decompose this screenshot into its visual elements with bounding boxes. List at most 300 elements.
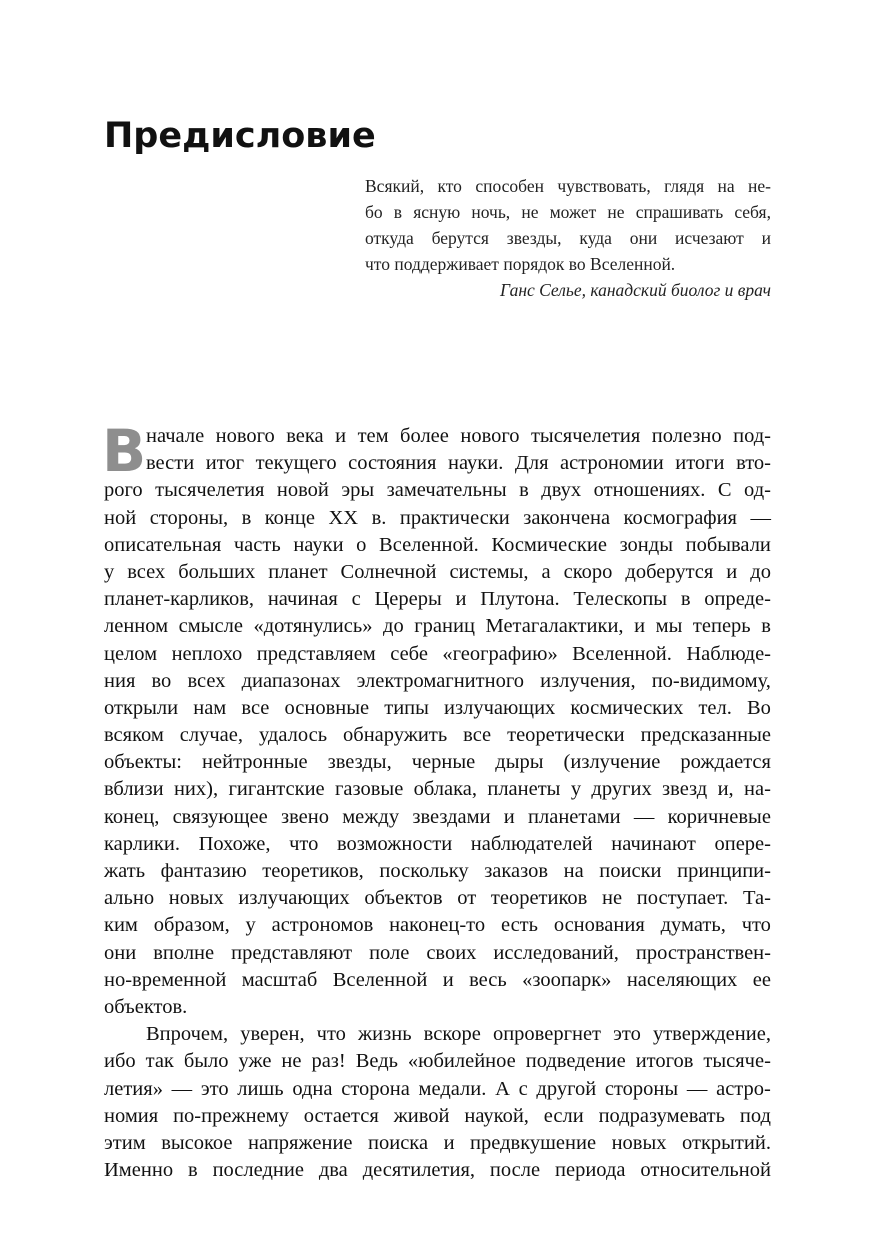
word: подразумевать: [598, 1104, 725, 1127]
word: газовые: [335, 778, 404, 801]
word: в: [241, 506, 252, 529]
word: планет-карликов,: [104, 588, 255, 611]
word: представляют: [231, 941, 353, 964]
word: и: [726, 560, 738, 583]
text-line: [104, 994, 771, 1021]
word: звезды,: [327, 751, 392, 774]
word: —: [750, 506, 771, 529]
word: себе: [390, 642, 428, 665]
word: конце: [264, 506, 315, 529]
word: —: [171, 1077, 193, 1100]
word: Ведь: [355, 1050, 398, 1073]
word: новых: [168, 887, 224, 910]
word: всех: [187, 669, 226, 692]
word: предвкушение: [470, 1131, 597, 1154]
word: карлики.: [104, 832, 180, 855]
word: принципи-: [677, 860, 771, 882]
word: науки.: [447, 452, 504, 475]
word: с: [518, 1077, 528, 1100]
word: космических: [570, 696, 684, 719]
word: начинают: [611, 832, 696, 855]
word: если: [543, 1104, 584, 1127]
word: всех: [127, 560, 166, 583]
word: мы: [655, 615, 683, 638]
word: это: [613, 1023, 641, 1046]
word: основания: [553, 914, 645, 937]
text-line: [104, 477, 771, 504]
word: XX: [328, 506, 359, 529]
word: напряжение: [248, 1131, 353, 1154]
word: нового: [215, 425, 275, 447]
text-line: [104, 668, 771, 695]
word: между: [342, 805, 400, 828]
word: тысяче-: [703, 1050, 771, 1073]
word: других: [591, 778, 652, 801]
text-line: [104, 722, 771, 749]
word: А: [495, 1077, 510, 1100]
word: обнаружить: [343, 724, 448, 747]
word: на: [717, 176, 735, 196]
word: электромагнитного: [356, 669, 524, 692]
word: не: [521, 202, 539, 222]
word: что: [741, 914, 771, 937]
word: системы,: [449, 560, 529, 583]
word: теоретиков,: [262, 860, 364, 882]
word: побывали: [685, 533, 771, 556]
word: сторона: [341, 1077, 410, 1100]
word: вскоре: [423, 1023, 481, 1046]
word: конец,: [104, 805, 160, 828]
word: более: [400, 425, 449, 447]
word: доберутся: [625, 560, 714, 583]
word: в: [680, 588, 691, 611]
word: по-видимому,: [651, 669, 771, 692]
word: на: [563, 860, 584, 882]
text-line: [104, 450, 771, 477]
drop-cap: В: [102, 417, 147, 485]
word: у: [570, 778, 582, 801]
word: фантазию: [160, 860, 247, 882]
text-line: [104, 858, 771, 885]
epigraph-line: [365, 199, 771, 225]
word: от: [457, 887, 477, 910]
text-line: [104, 1076, 771, 1103]
word: них),: [173, 778, 219, 801]
word: целом: [104, 642, 158, 665]
word: теоретиков: [490, 887, 588, 910]
word: своих: [426, 941, 477, 964]
word: «дотянулись»: [253, 615, 373, 638]
word: астрономии: [560, 452, 664, 475]
word: излучающих: [238, 887, 350, 910]
word: итоги: [675, 452, 725, 475]
word: опреде-: [704, 588, 771, 611]
word: часть: [233, 533, 281, 556]
word: не: [281, 1050, 302, 1073]
word: Именно: [104, 1159, 174, 1182]
word: скоро: [563, 560, 613, 583]
word: медали.: [418, 1077, 487, 1100]
word: звездами: [412, 805, 491, 828]
word: куда: [579, 228, 612, 248]
word: до: [750, 560, 771, 583]
word: смысле: [178, 615, 243, 638]
word: ния: [104, 669, 136, 692]
word: но-временной: [104, 968, 227, 991]
word: у: [245, 914, 256, 937]
word: что: [289, 832, 319, 855]
word: и: [455, 588, 467, 611]
word: представляем: [256, 642, 376, 665]
text-line: [104, 967, 771, 994]
text-line: [104, 586, 771, 613]
word: Космические: [491, 533, 607, 556]
word: это: [200, 1077, 229, 1100]
word: науки: [293, 533, 344, 556]
word: уже: [238, 1050, 272, 1073]
text-line: [104, 831, 771, 858]
word: стороны: [604, 1077, 679, 1100]
word: исчезают: [675, 228, 744, 248]
word: два: [318, 1159, 348, 1182]
word: у: [104, 560, 115, 583]
word: они: [629, 228, 658, 248]
word: на-: [744, 778, 771, 801]
word: объектов.: [104, 995, 188, 1018]
text-line: [104, 749, 771, 776]
text-line: [104, 1130, 771, 1157]
word: поскольку: [379, 860, 469, 882]
word: так: [145, 1050, 174, 1073]
word: другой: [536, 1077, 597, 1100]
word: уверен,: [240, 1023, 305, 1046]
word: не: [602, 887, 623, 910]
word: поиска: [368, 1131, 429, 1154]
word: утверждение,: [652, 1023, 771, 1046]
word: по-прежнему: [173, 1104, 289, 1127]
word: этим: [104, 1131, 146, 1154]
word: в: [519, 479, 529, 502]
text-line: [104, 559, 771, 586]
word: летия»: [104, 1077, 163, 1100]
word: Вселенной.: [379, 533, 479, 556]
word: состояния: [348, 452, 437, 475]
word: рого: [104, 479, 143, 502]
word: в.: [371, 506, 387, 529]
word: думать,: [660, 914, 726, 937]
word: астрономов: [271, 914, 374, 937]
word: раз!: [311, 1050, 346, 1073]
word: Та-: [742, 887, 771, 910]
word: «географию»: [442, 642, 558, 665]
word: бо: [365, 202, 383, 222]
word: весь: [469, 968, 507, 991]
word: основные: [284, 696, 370, 719]
word: тысячелетия: [155, 479, 265, 502]
word: Цереры: [374, 588, 442, 611]
word: в: [393, 202, 403, 222]
text-line: [104, 940, 771, 967]
word: образом,: [153, 914, 230, 937]
word: способен: [475, 176, 544, 196]
word: жать: [104, 860, 146, 882]
word: объекты:: [104, 751, 182, 774]
word: новой: [276, 479, 329, 502]
word: Телескопы: [573, 588, 668, 611]
word: нам: [193, 696, 227, 719]
word: «зоопарк»: [522, 968, 612, 991]
word: во: [151, 669, 172, 692]
text-line: [104, 613, 771, 640]
text-line: [104, 885, 771, 912]
word: новых: [611, 1131, 667, 1154]
word: Похоже,: [198, 832, 271, 855]
word: закончена: [523, 506, 611, 529]
word: типы: [384, 696, 429, 719]
word: в: [761, 615, 771, 638]
word: номия: [104, 1104, 159, 1127]
word: открыли: [104, 696, 179, 719]
epigraph-line: [365, 225, 771, 251]
word: все: [463, 724, 492, 747]
word: ально: [104, 887, 155, 910]
word: нейтронные: [202, 751, 308, 774]
word: рождается: [680, 751, 771, 774]
word: есть: [500, 914, 538, 937]
word: зонды: [619, 533, 673, 556]
word: вести: [146, 452, 195, 475]
word: Солнечной: [340, 560, 437, 583]
main-text: [102, 417, 771, 1184]
word: было: [183, 1050, 229, 1073]
word: тем: [357, 425, 389, 447]
text-line: [104, 804, 771, 831]
word: случае,: [179, 724, 244, 747]
word: —: [686, 1077, 708, 1100]
epigraph-line: [365, 173, 771, 199]
word: Плутона.: [480, 588, 560, 611]
word: (излучение: [563, 751, 661, 774]
word: замечательны: [386, 479, 507, 502]
text-line: [104, 1103, 771, 1130]
word: диапазонах: [241, 669, 341, 692]
word: и: [442, 968, 454, 991]
word: вто-: [736, 452, 771, 475]
word: ной: [104, 506, 137, 529]
word: космография: [623, 506, 737, 529]
word: века: [286, 425, 324, 447]
text-line: [104, 776, 771, 803]
word: после: [489, 1159, 541, 1182]
word: вполне: [153, 941, 215, 964]
word: открытий.: [682, 1131, 771, 1154]
text-line: [104, 423, 771, 450]
word: неплохо: [171, 642, 243, 665]
word: чувствовать,: [557, 176, 651, 196]
word: населяющих: [626, 968, 738, 991]
word: дыры: [495, 751, 544, 774]
word: они: [104, 941, 137, 964]
word: возможности: [336, 832, 453, 855]
word: тысячелетия: [530, 425, 641, 447]
word: удалось: [258, 724, 328, 747]
word: последние: [212, 1159, 304, 1182]
word: Метагалактики,: [485, 615, 624, 638]
text-line: [104, 912, 771, 939]
word: больших: [178, 560, 256, 583]
word: десятилетия,: [362, 1159, 476, 1182]
word: а: [541, 560, 551, 583]
word: С: [717, 479, 732, 502]
word: под-: [733, 425, 771, 447]
word: астро-: [716, 1077, 771, 1100]
word: двух: [541, 479, 582, 502]
word: теоретически: [507, 724, 625, 747]
word: итогов: [635, 1050, 694, 1073]
word: Вселенной.: [572, 642, 672, 665]
word: планет: [268, 560, 328, 583]
word: ибо: [104, 1050, 136, 1073]
word: наконец-то: [389, 914, 486, 937]
word: Во: [746, 696, 771, 719]
word: пространствен-: [635, 941, 771, 964]
word: что поддерживает порядок во Вселенной.: [365, 254, 676, 274]
word: жизнь: [358, 1023, 412, 1046]
word: эры: [341, 479, 375, 502]
word: и: [443, 1131, 455, 1154]
word: подведение: [525, 1050, 626, 1073]
word: все: [241, 696, 270, 719]
word: исследований,: [493, 941, 619, 964]
word: не: [607, 202, 625, 222]
word: кто: [437, 176, 462, 196]
word: ясную: [413, 202, 461, 222]
word: предсказанные: [640, 724, 771, 747]
text-line: [104, 1157, 771, 1184]
word: планеты: [487, 778, 561, 801]
word: масштаб: [241, 968, 318, 991]
epigraph-author: Ганс Селье, канадский биолог и врач: [500, 280, 771, 300]
word: гигантские: [228, 778, 325, 801]
word: под: [739, 1104, 771, 1127]
word: коричневые: [667, 805, 771, 828]
word: описательная: [104, 533, 222, 556]
word: од-: [744, 479, 771, 502]
word: начале: [146, 425, 205, 447]
word: и: [335, 425, 347, 447]
word: полезно: [651, 425, 722, 447]
word: стороны,: [149, 506, 229, 529]
word: итог: [205, 452, 245, 475]
word: остается: [303, 1104, 379, 1127]
word: Для: [514, 452, 549, 475]
word: начиная: [267, 588, 338, 611]
word: излучения,: [540, 669, 636, 692]
word: текущего: [255, 452, 337, 475]
epigraph-line: [365, 251, 771, 277]
word: наблюдателей: [470, 832, 593, 855]
page-title: Предисловие: [104, 116, 376, 156]
word: Вселенной: [332, 968, 428, 991]
text-line: [104, 641, 771, 668]
word: отношениях.: [593, 479, 706, 502]
word: что: [316, 1023, 346, 1046]
word: Впрочем,: [146, 1023, 229, 1046]
word: теперь: [692, 615, 751, 638]
word: «юбилейное: [407, 1050, 516, 1073]
word: опровергнет: [492, 1023, 602, 1046]
word: периода: [555, 1159, 626, 1182]
word: откуда: [365, 228, 414, 248]
word: Наблюде-: [686, 642, 771, 665]
word: может: [549, 202, 597, 222]
text-line: [104, 1021, 771, 1048]
word: опере-: [714, 832, 771, 855]
word: живой: [393, 1104, 450, 1127]
word: поиски: [599, 860, 662, 882]
word: себя,: [734, 202, 771, 222]
word: вблизи: [104, 778, 164, 801]
word: с: [351, 588, 361, 611]
word: звено: [280, 805, 329, 828]
word: наукой,: [464, 1104, 529, 1127]
word: звезд: [662, 778, 708, 801]
text-line: [104, 695, 771, 722]
word: нового: [460, 425, 520, 447]
word: объектов: [364, 887, 443, 910]
word: берутся: [431, 228, 489, 248]
word: высокое: [161, 1131, 233, 1154]
word: планетами: [528, 805, 621, 828]
text-line: [104, 532, 771, 559]
word: лишь: [237, 1077, 284, 1100]
word: глядя: [664, 176, 705, 196]
word: излучающих: [444, 696, 556, 719]
word: звезды,: [506, 228, 562, 248]
word: и: [503, 805, 515, 828]
word: связующее: [172, 805, 268, 828]
word: спрашивать: [635, 202, 724, 222]
word: поступает.: [636, 887, 729, 910]
word: черные: [411, 751, 476, 774]
word: ночь,: [471, 202, 511, 222]
text-line: [104, 1048, 771, 1075]
word: и: [634, 615, 646, 638]
epigraph: [365, 173, 771, 303]
word: поле: [369, 941, 410, 964]
word: одна: [292, 1077, 333, 1100]
text-line: [104, 505, 771, 532]
word: тел.: [698, 696, 732, 719]
word: всяком: [104, 724, 164, 747]
word: облака,: [413, 778, 478, 801]
word: заказов: [484, 860, 549, 882]
word: практически: [399, 506, 510, 529]
word: не-: [748, 176, 771, 196]
word: ленном: [104, 615, 169, 638]
word: ее: [752, 968, 771, 991]
word: до: [383, 615, 404, 638]
word: о: [356, 533, 367, 556]
word: и: [761, 228, 771, 248]
word: ким: [104, 914, 138, 937]
word: границ: [414, 615, 475, 638]
word: в: [187, 1159, 198, 1182]
word: относительной: [640, 1159, 771, 1182]
word: —: [633, 805, 655, 828]
word: и,: [717, 778, 734, 801]
word: Всякий,: [365, 176, 425, 196]
